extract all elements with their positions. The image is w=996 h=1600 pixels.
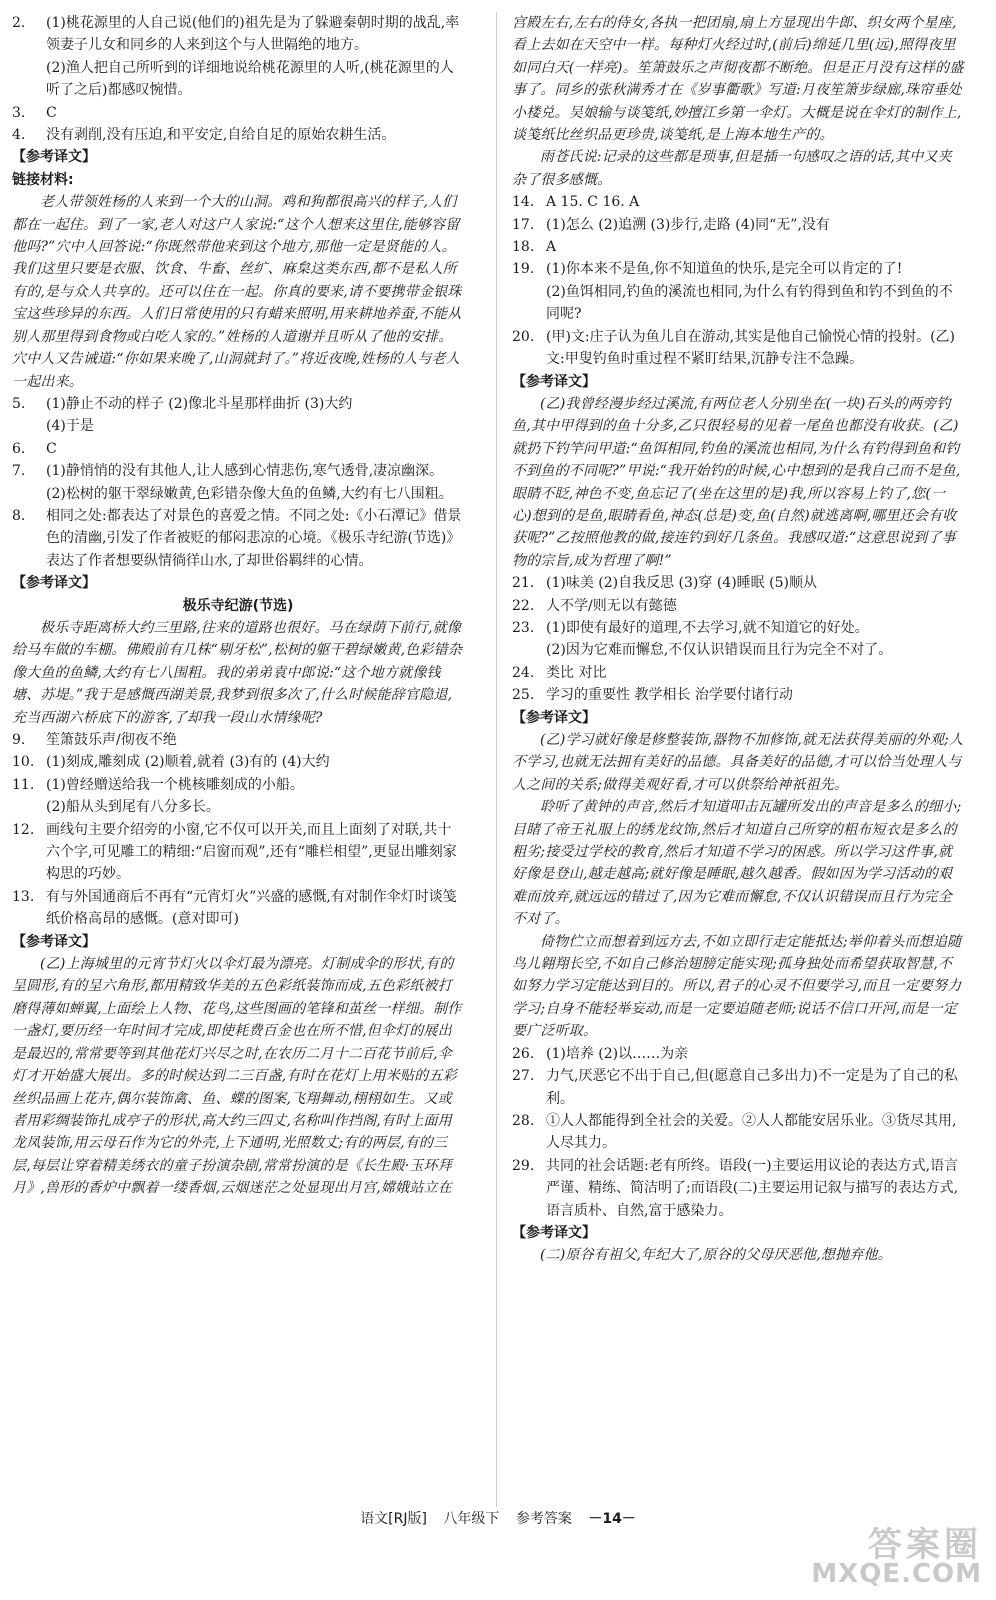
site-watermark-logo: [811, 1515, 988, 1593]
answer-text: A: [546, 239, 557, 256]
question-number: 9.: [12, 732, 26, 748]
answer-text: (1)桃花源里的人自己说(他们的)祖先是为了躲避秦朝时期的战乱,率领妻子儿女和同乡的人来到这个与人世隔绝的地方。: [46, 15, 460, 54]
translation-paragraph: 极乐寺距离桥大约三里路,往来的道路也很好。马在绿荫下前行,就像给马车做的车棚。佛殿前有几株“剔牙松”,松树的躯干碧绿嫩黄,色彩错杂像大鱼的鱼鳞,大约有七八围粗。我的弟弟袁中郎说:“这个地方就像钱塘、苏堤。”我于是感慨西湖美景,我梦到很多次了,什么时候能辞官隐退,充当西湖六桥底下的游客,了却我一段山水情缘呢?: [12, 619, 463, 726]
answer-item: [512, 258, 964, 280]
answer-text: C: [46, 440, 57, 457]
question-number: 3.: [12, 104, 26, 121]
answer-text: (1)刻成,雕刻成 (2)顺着,就着 (3)有的 (4)大约: [46, 754, 330, 771]
question-number: 24.: [512, 664, 535, 681]
translation-paragraph: (乙)学习就好像是修整装饰,器物不加修饰,就无法获得美丽的外观;人不学习,也就无法拥有美好的品德。具备美好的品德,才可以恰当处理人与人之间的关系;做得美观好看,才可以供祭给神祇祖先。: [512, 732, 964, 793]
answer-text: (甲)文:庄子认为鱼儿自在游动,其实是他自己愉悦心情的投射。(乙)文:甲叟钓鱼时重过程不紧盯结果,沉静专注不急躁。: [546, 328, 956, 368]
answer-subpart: (2)渔人把自己所听到的详细地说给桃花源里的人听,(桃花源里的人听了之后)都感叹惋惜。: [46, 59, 454, 99]
answer-text: (1)曾经赠送给我一个桃核雕刻成的小船。: [46, 776, 304, 793]
question-number: 6.: [12, 440, 26, 457]
question-number: 25.: [512, 687, 535, 704]
answer-item: [12, 102, 464, 124]
translation-paragraph: 倚物伫立而想着到远方去,不如立即行走定能抵达;举仰着头而想追随鸟儿翱翔长空,不如自己修治翅膀定能实现;孤身独处而希望获取智慧,不如努力学习定能达到目的。所以,君子的心灵不但要学习,而且一定要努力学习;自身不能轻举妄动,而是一定要追随老师;说话不信口开河,而是一定要广泛听取。: [512, 933, 962, 1040]
translation-heading: 【参考译文】: [512, 1224, 596, 1241]
answer-item: [12, 886, 464, 931]
question-number: 23.: [512, 619, 535, 636]
translation-paragraph: (二)原谷有祖父,年纪大了,原谷的父母厌恶他,想抛弃他。: [540, 1247, 892, 1264]
answer-text: 画线句主要介绍旁的小窗,它不仅可以开关,而且上面刻了对联,共十六个字,可见雕工的精细:“启窗而观”,还有“雕栏相望”,更显出雕刻家构思的巧妙。: [46, 821, 457, 883]
translation-paragraph: 聆听了黄钟的声音,然后才知道叩击瓦罐所发出的声音是多么的细小;目睹了帝王礼服上的绣龙纹饰,然后才知道自己所穿的粗布短衣是多么的粗劣;接受过学校的教育,然后才知道不学习的困惑。所以学习这件事,就好像是登山,越走越高;就好像是睡眠,越久越香。假如因为学习活动的艰难而放弃,就远远的错过了,因为它难而懈怠,不仅认识错误而且行为完全不对了。: [512, 799, 962, 928]
answer-item: [512, 662, 964, 684]
question-number: 17.: [512, 216, 535, 233]
answer-text: ①人人都能得到全社会的关爱。②人人都能安居乐业。③货尽其用,人尽其力。: [546, 1112, 957, 1152]
watermark-text: 答案圈: [868, 1525, 982, 1565]
translation-paragraph: (乙)上海城里的元宵节灯火以伞灯最为漂亮。灯制成伞的形状,有的呈圆形,有的呈六角形,都用精致华美的五色彩纸装饰而成,五色彩纸被打磨得薄如蝉翼,上面绘上人物、花鸟,这些图画的笔锋和茧丝一样细。制作一盏灯,要历经一年时间才完成,即使耗费百金也在所不惜,但伞灯的展出是最迟的,常常要等到其他花灯兴尽之时,在农历二月十二百花节前后,伞灯才开始盛大展出。多的时候达到二三百盏,有时在花灯上用米贴的五彩丝织品画上花卉,偶尔装饰禽、鱼、蝶的图案,飞翔舞动,栩栩如生。又或者用彩绸装饰扎成亭子的形状,高大约三四丈,名称叫作挡阁,有时上面用龙凤装饰,用云母石作为它的外壳,上下通明,光照数丈;有的两层,有的三层,每层让穿着精美绣衣的童子扮演杂剧,常常扮演的是《长生殿·玉环拜月》,兽形的香炉中飘着一缕香烟,云烟迷茫之处显现出月宫,嫦娥站立在: [12, 956, 462, 1197]
answer-text: 没有剥削,没有压迫,和平安定,自给自足的原始农耕生活。: [46, 127, 396, 144]
answer-item: [512, 684, 964, 706]
question-number: 20.: [512, 328, 535, 345]
answer-text: 有与外国通商后不再有“元宵灯火”兴盛的感慨,有对制作伞灯时谈笺纸价格高昂的感慨。(意对即可): [46, 888, 457, 928]
answer-item: [512, 595, 964, 617]
answer-item: [512, 617, 964, 639]
answer-text: (1)你本来不是鱼,你不知道鱼的快乐,是完全可以肯定的了!: [546, 261, 903, 278]
question-number: 8.: [12, 507, 26, 524]
answer-text: 相同之处:都表达了对景色的喜爱之情。不同之处:《小石潭记》借景色的清幽,引发了作者被贬的郁闷悲凉的心境。《极乐寺纪游(节选)》表达了作者想要纵情徜徉山水,了却世俗羁绊的心情。: [46, 507, 462, 569]
answer-text: (1)味美 (2)自我反思 (3)穿 (4)睡眠 (5)顺从: [546, 575, 817, 592]
answer-text: 学习的重要性 教学相长 治学要付诸行动: [546, 687, 793, 704]
answer-item: [12, 819, 464, 886]
answer-subpart: (2)因为它难而懈怠,不仅认识错误而且行为完全不对了。: [546, 642, 893, 659]
answer-text: (1)静止不动的样子 (2)像北斗星那样曲折 (3)大约: [46, 395, 353, 412]
answer-item: [512, 1155, 964, 1222]
answer-item: [512, 236, 964, 258]
answer-text: 笙箫鼓乐声/彻夜不绝: [46, 732, 177, 748]
question-number: 4.: [12, 127, 26, 144]
answer-item: [12, 774, 464, 796]
answer-text: (1)怎么 (2)追溯 (3)步行,走路 (4)同“无”,没有: [546, 216, 830, 233]
answer-item: [12, 729, 464, 751]
passage-title: 极乐寺纪游(节选): [182, 597, 294, 614]
answer-text: (1)静悄悄的没有其他人,让人感到心情悲伤,寒气透骨,凄凉幽深。: [46, 463, 444, 480]
answer-item: [512, 572, 964, 594]
answer-item: [12, 124, 464, 146]
footer-grade: 八年级下: [443, 1511, 500, 1527]
answer-text: C: [46, 104, 57, 121]
question-number: 14.: [512, 194, 535, 211]
question-number: 12.: [12, 821, 35, 838]
footer-section: 参考答案: [515, 1511, 572, 1527]
answer-item: [512, 1065, 964, 1110]
question-number: 19.: [512, 261, 535, 278]
answer-item: [12, 438, 464, 460]
answer-item: [512, 214, 964, 236]
question-number: 21.: [512, 575, 535, 592]
translation-heading: 【参考译文】: [12, 933, 96, 950]
translation-heading: 【参考译文】: [512, 709, 596, 726]
question-number: 27.: [512, 1068, 535, 1085]
question-number: 7.: [12, 463, 26, 480]
question-number: 29.: [512, 1157, 535, 1174]
question-number: 13.: [12, 888, 35, 905]
answer-item: [12, 393, 464, 415]
question-number: 5.: [12, 395, 26, 412]
answer-item: [12, 12, 464, 57]
translation-paragraph: 老人带领姓杨的人来到一个大的山洞。鸡和狗都很高兴的样子,人们都在一起住。到了一家,老人对这户人家说:“这个人想来这里住,能够容留他吗?”穴中人回答说:“你既然带他来到这个地方,那他一定是贤能的人。我们这里只要是衣服、饮食、牛畜、丝纩、麻枲这类东西,都不是私人所有的,是与众人共享的。还可以住在一起。你真的要来,请不要携带金银珠宝这些珍异的东西。人们日常使用的只有蜡来照明,用来耕地养蚕,不能从别人那里得到食物或白吃人家的。”姓杨的人道谢并且听从了他的安排。穴中人又告诫道:“你如果来晚了,山洞就封了。”将近夜晚,姓杨的人与老人一起出来。: [12, 194, 462, 390]
answer-text: 人不学/则无以有懿德: [546, 597, 677, 614]
left-column: [12, 12, 464, 1200]
answer-item: [512, 1043, 964, 1065]
question-number: 10.: [12, 754, 35, 771]
question-number: 28.: [512, 1112, 535, 1129]
answer-item: [12, 505, 464, 572]
answer-item: [512, 191, 964, 213]
answer-text: (1)即使有最好的道理,不去学习,就不知道它的好处。: [546, 619, 869, 636]
question-number: 18.: [512, 239, 535, 256]
answer-subpart: (2)松树的躯干翠绿嫩黄,色彩错杂像大鱼的鱼鳞,大约有七八围粗。: [46, 485, 453, 502]
answer-text: A 15. C 16. A: [546, 194, 640, 211]
column-divider: [496, 12, 497, 1507]
answer-subpart: (2)船从头到尾有八分多长。: [46, 799, 220, 816]
answer-subpart: (4)于是: [46, 418, 94, 435]
answer-item: [512, 1110, 964, 1155]
watermark-url: MXQE.COM: [811, 1559, 982, 1589]
translation-paragraph-continued: 宫殿左右,左右的侍女,各执一把团扇,扇上方显现出牛郎、织女两个星座,看上去如在天空中一样。每种灯火经过时,(前后)绵延几里(远),照得夜里如同白天(一样亮)。笙箫鼓乐之声彻夜都不断绝。但是正月没有这样的盛事了。同乡的张秋满秀才在《岁事衢歌》写道:月夜笙箫步绿廊,珠帘垂处小楼兑。吴娘输与谈笺纸,妙擅江乡第一伞灯。大概是说在伞灯的制作上,谈笺纸比丝织品更珍贵,谈笺纸,是上海本地生产的。: [512, 15, 964, 144]
translation-heading: 【参考译文】: [512, 373, 596, 390]
question-number: 22.: [512, 597, 535, 614]
answer-item: [512, 326, 964, 371]
answer-subpart: (2)鱼饵相同,钓鱼的溪流也相同,为什么有钓得到鱼和钓不到鱼的不同呢?: [546, 283, 953, 323]
translation-heading: 【参考译文】: [12, 149, 96, 166]
answer-text: 共同的社会话题:老有所终。语段(一)主要运用议论的表达方式,语言严谨、精练、简洁明了;而语段(二)主要运用记叙与描写的表达方式,语言质朴、自然,富于感染力。: [546, 1157, 959, 1219]
translation-paragraph: 雨苍氏说:记录的这些都是琐事,但是插一句感叹之语的话,其中又夹杂了很多感慨。: [512, 149, 952, 188]
answer-item: [12, 751, 464, 773]
question-number: 2.: [12, 15, 26, 31]
answer-text: 类比 对比: [546, 664, 607, 681]
footer-subject: 语文[RJ版]: [360, 1511, 427, 1527]
translation-heading: 【参考译文】: [12, 575, 96, 592]
translation-paragraph: (乙)我曾经漫步经过溪流,有两位老人分别坐在(一块)石头的两旁钓鱼,其中甲得到的鱼十分多,乙只很轻易的见着一尾鱼也都没有收获。(乙)就扔下钓竿问甲道:“鱼饵相同,钓鱼的溪流也相同,为什么有钓得到鱼和钓不到鱼的不同呢?”甲说:“我开始钓的时候,心中想到的是我自己而不是鱼,眼睛不眨,神色不变,鱼忘记了(坐在这里的是)我,所以容易上钓了,您(一心)想到的是鱼,眼睛看鱼,神态(总是)变,鱼(自然)就逃离啊,哪里还会有收获呢?”乙按照他教的做,接连钓到好几条鱼。我感叹道:“这意思说到了事物的宗旨,成为哲理了啊!”: [512, 395, 961, 569]
page-number: －14－: [588, 1511, 636, 1527]
answer-text: 力气,厌恶它不出于自己,但(愿意自己多出力)不一定是为了自己的私利。: [546, 1068, 958, 1107]
answer-item: [12, 460, 464, 482]
question-number: 11.: [12, 776, 35, 793]
question-number: 26.: [512, 1045, 535, 1062]
right-column: [512, 12, 964, 1267]
answer-text: (1)培养 (2)以……为亲: [546, 1045, 689, 1062]
material-heading: 链接材料:: [12, 171, 74, 188]
